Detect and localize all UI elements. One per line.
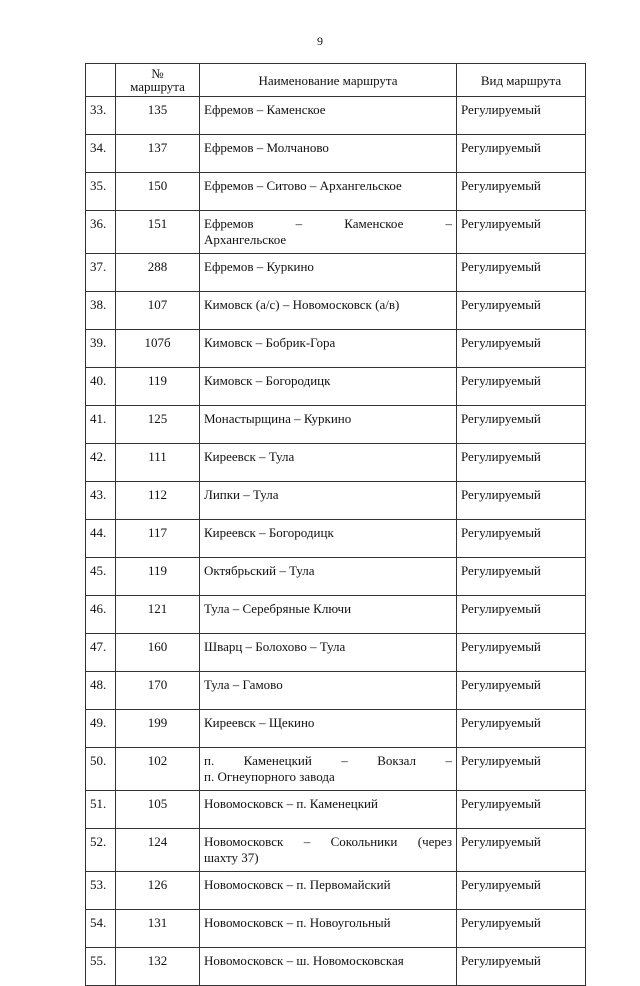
route-name: [200, 406, 457, 444]
route-name-line: Ефремов – Каменское: [204, 102, 326, 117]
row-index: 47.: [86, 634, 116, 672]
route-type: Регулируемый: [457, 829, 586, 872]
row-index: 36.: [86, 211, 116, 254]
row-index: 41.: [86, 406, 116, 444]
table-row: [86, 634, 586, 672]
route-type: Регулируемый: [457, 710, 586, 748]
route-number: 119: [116, 368, 200, 406]
page-number: 9: [317, 34, 323, 48]
route-number: 119: [116, 558, 200, 596]
route-type: Регулируемый: [457, 444, 586, 482]
route-name-line: Новомосковск – п. Каменецкий: [204, 796, 378, 811]
route-name-line: Липки – Тула: [204, 487, 279, 502]
route-type: Регулируемый: [457, 520, 586, 558]
row-index: 55.: [86, 948, 116, 986]
header-route-name: Наименование маршрута: [200, 64, 457, 97]
route-name-line: Киреевск – Щекино: [204, 715, 315, 730]
route-name: [200, 910, 457, 948]
route-number: 125: [116, 406, 200, 444]
row-index: 38.: [86, 292, 116, 330]
route-name-line: Кимовск (а/с) – Новомосковск (а/в): [204, 297, 400, 312]
route-name-line: Новомосковск – Сокольники (через: [204, 834, 452, 849]
route-type: Регулируемый: [457, 254, 586, 292]
route-type: Регулируемый: [457, 97, 586, 135]
route-name: [200, 948, 457, 986]
route-name: [200, 710, 457, 748]
route-number: 126: [116, 872, 200, 910]
table-row: [86, 520, 586, 558]
route-number: 160: [116, 634, 200, 672]
route-name-line: Кимовск – Бобрик-Гора: [204, 335, 336, 350]
route-name-line: Ефремов – Каменское –: [204, 216, 452, 231]
route-number: 107б: [116, 330, 200, 368]
route-number: 105: [116, 791, 200, 829]
row-index: 42.: [86, 444, 116, 482]
table-row: [86, 173, 586, 211]
row-index: 54.: [86, 910, 116, 948]
route-number: 117: [116, 520, 200, 558]
route-type: Регулируемый: [457, 292, 586, 330]
table-row: [86, 672, 586, 710]
header-route-number: [116, 64, 200, 97]
row-index: 52.: [86, 829, 116, 872]
route-name: [200, 872, 457, 910]
route-name: [200, 97, 457, 135]
route-number: 112: [116, 482, 200, 520]
row-index: 34.: [86, 135, 116, 173]
route-name-line: Октябрьский – Тула: [204, 563, 315, 578]
table-row: [86, 748, 586, 791]
route-name-line: Ефремов – Ситово – Архангельское: [204, 178, 402, 193]
route-type: Регулируемый: [457, 211, 586, 254]
table-row: [86, 596, 586, 634]
row-index: 33.: [86, 97, 116, 135]
route-name: [200, 596, 457, 634]
table-row: [86, 948, 586, 986]
routes-table: [85, 63, 586, 986]
table-row: [86, 254, 586, 292]
route-name-line: Киреевск – Тула: [204, 449, 295, 464]
header-route-number-label: маршрута: [130, 79, 185, 94]
route-number: 150: [116, 173, 200, 211]
route-type: Регулируемый: [457, 173, 586, 211]
route-number: 121: [116, 596, 200, 634]
row-index: 49.: [86, 710, 116, 748]
table-row: [86, 330, 586, 368]
route-name: [200, 254, 457, 292]
route-name: [200, 292, 457, 330]
row-index: 39.: [86, 330, 116, 368]
route-number: 151: [116, 211, 200, 254]
table-row: [86, 558, 586, 596]
route-type: Регулируемый: [457, 672, 586, 710]
table-row: [86, 791, 586, 829]
table-row: [86, 135, 586, 173]
route-name: [200, 791, 457, 829]
route-name-line: Ефремов – Молчаново: [204, 140, 329, 155]
route-number: 111: [116, 444, 200, 482]
table-row: [86, 444, 586, 482]
route-type: Регулируемый: [457, 910, 586, 948]
route-name-line: Кимовск – Богородицк: [204, 373, 331, 388]
table-row: [86, 872, 586, 910]
route-name-line: Новомосковск – п. Первомайский: [204, 877, 391, 892]
route-name-line: шахту 37): [204, 850, 259, 865]
route-number: 124: [116, 829, 200, 872]
route-type: Регулируемый: [457, 330, 586, 368]
row-index: 37.: [86, 254, 116, 292]
route-name-line: Шварц – Болохово – Тула: [204, 639, 346, 654]
row-index: 44.: [86, 520, 116, 558]
table-row: [86, 910, 586, 948]
route-type: Регулируемый: [457, 791, 586, 829]
route-name-line: Новомосковск – п. Новоугольный: [204, 915, 391, 930]
route-type: Регулируемый: [457, 368, 586, 406]
route-type: Регулируемый: [457, 748, 586, 791]
route-name: [200, 558, 457, 596]
route-name-line: Новомосковск – ш. Новомосковская: [204, 953, 404, 968]
route-name: [200, 444, 457, 482]
row-index: 48.: [86, 672, 116, 710]
route-name: [200, 173, 457, 211]
route-name: [200, 135, 457, 173]
route-name-line: п. Каменецкий – Вокзал –: [204, 753, 452, 768]
route-type: Регулируемый: [457, 872, 586, 910]
row-index: 45.: [86, 558, 116, 596]
route-number: 137: [116, 135, 200, 173]
route-name: [200, 482, 457, 520]
route-type: Регулируемый: [457, 634, 586, 672]
route-number: 131: [116, 910, 200, 948]
route-number: 135: [116, 97, 200, 135]
route-type: Регулируемый: [457, 406, 586, 444]
row-index: 43.: [86, 482, 116, 520]
header-route-number-symbol: №: [151, 66, 164, 81]
row-index: 53.: [86, 872, 116, 910]
table-row: [86, 292, 586, 330]
route-name-line: Ефремов – Куркино: [204, 259, 314, 274]
route-type: Регулируемый: [457, 482, 586, 520]
route-number: 170: [116, 672, 200, 710]
route-type: Регулируемый: [457, 948, 586, 986]
route-name: [200, 368, 457, 406]
route-name-line: Киреевск – Богородицк: [204, 525, 334, 540]
header-index: [86, 64, 116, 97]
route-type: Регулируемый: [457, 135, 586, 173]
route-name-line: Архангельское: [204, 232, 287, 247]
route-name: [200, 672, 457, 710]
table-row: [86, 211, 586, 254]
table-header-row: [86, 64, 586, 97]
table-row: [86, 368, 586, 406]
route-number: 107: [116, 292, 200, 330]
route-number: 199: [116, 710, 200, 748]
table-row: [86, 97, 586, 135]
table-row: [86, 829, 586, 872]
route-name: [200, 748, 457, 791]
route-name: [200, 634, 457, 672]
row-index: 35.: [86, 173, 116, 211]
table-row: [86, 406, 586, 444]
route-name-line: п. Огнеупорного завода: [204, 769, 335, 784]
row-index: 51.: [86, 791, 116, 829]
row-index: 40.: [86, 368, 116, 406]
table-row: [86, 710, 586, 748]
header-route-type: Вид маршрута: [457, 64, 586, 97]
route-name: [200, 330, 457, 368]
route-name-line: Монастырщина – Куркино: [204, 411, 352, 426]
route-name: [200, 211, 457, 254]
route-number: 102: [116, 748, 200, 791]
route-type: Регулируемый: [457, 596, 586, 634]
table-row: [86, 482, 586, 520]
route-rows: [86, 97, 586, 986]
route-number: 288: [116, 254, 200, 292]
route-name-line: Тула – Серебряные Ключи: [204, 601, 352, 616]
route-number: 132: [116, 948, 200, 986]
row-index: 50.: [86, 748, 116, 791]
route-name: [200, 520, 457, 558]
route-name-line: Тула – Гамово: [204, 677, 283, 692]
route-type: Регулируемый: [457, 558, 586, 596]
route-name: [200, 829, 457, 872]
row-index: 46.: [86, 596, 116, 634]
